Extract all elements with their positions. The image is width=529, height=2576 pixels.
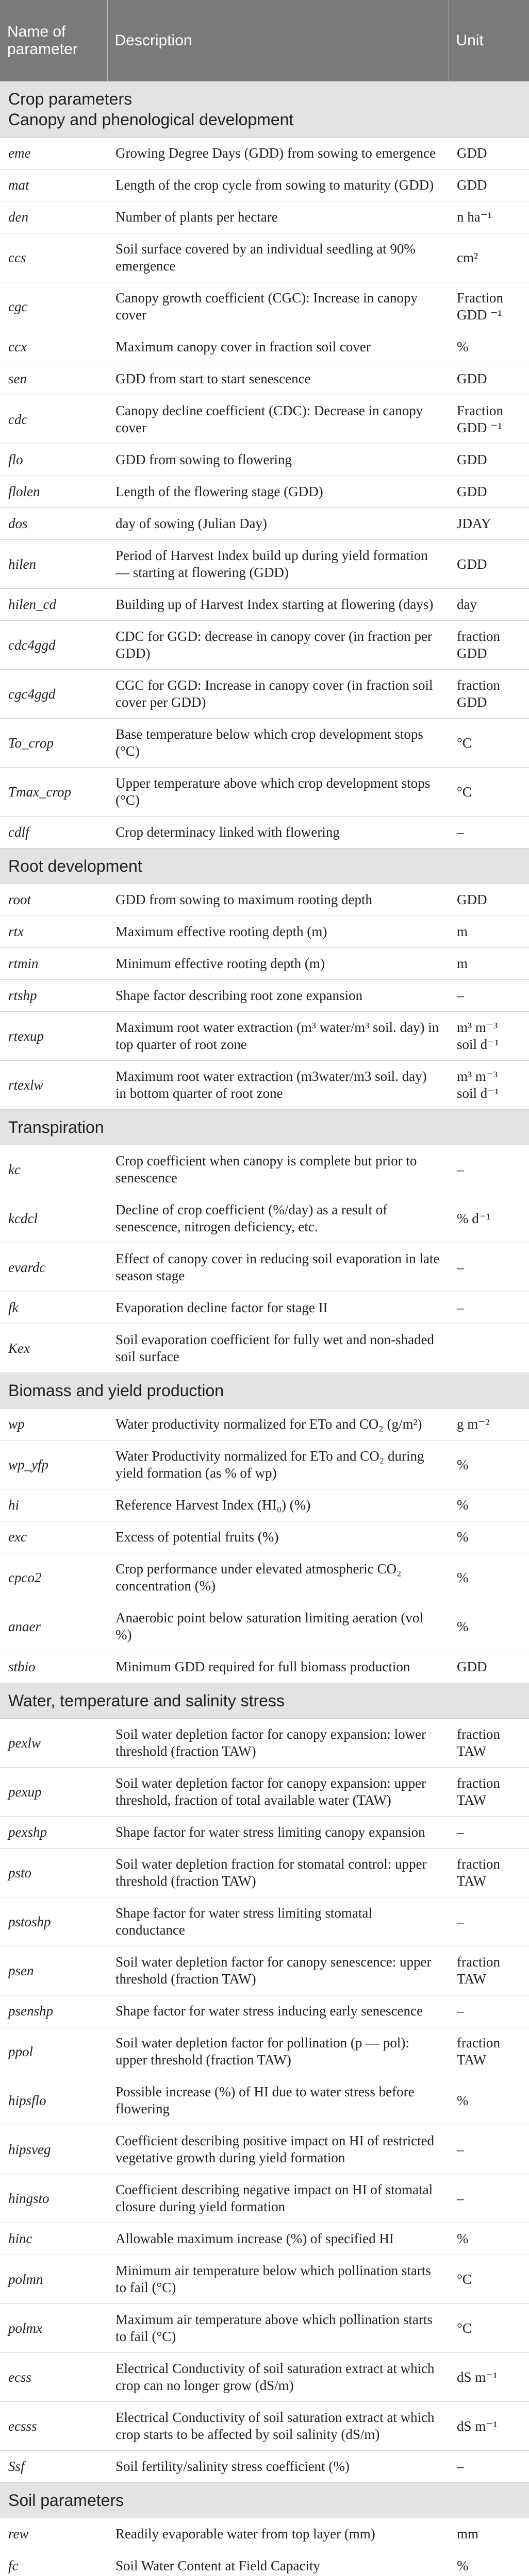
table-row [0, 670, 529, 719]
table-row [0, 1995, 529, 2027]
parameter-name-cell: evardc [0, 1243, 107, 1292]
parameter-unit-cell: m [449, 916, 529, 948]
parameter-name-cell: rew [0, 2518, 107, 2550]
parameter-description-cell: Minimum GDD required for full biomass production [107, 1651, 449, 1683]
parameter-unit-cell: GDD [449, 1651, 529, 1683]
table-header [0, 0, 529, 81]
table-row [0, 1719, 529, 1768]
parameter-unit-cell: % [449, 1521, 529, 1553]
table-row [0, 2353, 529, 2402]
parameter-description-cell: GDD from sowing to maximum rooting depth [107, 884, 449, 916]
parameter-description-cell: Electrical Conductivity of soil saturation extract at which crop starts to be affected by soil salinity (dS/m) [107, 2402, 449, 2451]
table-row [0, 2402, 529, 2451]
parameter-unit-cell: % [449, 331, 529, 363]
table-row [0, 1440, 529, 1489]
table-row [0, 476, 529, 508]
parameter-unit-cell: % [449, 1553, 529, 1602]
header-unit: Unit [449, 0, 529, 81]
table-row [0, 589, 529, 621]
parameter-description-cell: Maximum canopy cover in fraction soil cover [107, 331, 449, 363]
parameter-unit-cell: Fraction GDD ⁻¹ [449, 282, 529, 331]
parameter-description-cell: Anaerobic point below saturation limiting aeration (vol %) [107, 1602, 449, 1651]
table-row [0, 1145, 529, 1194]
parameter-description-cell: Soil Water Content at Field Capacity [107, 2550, 449, 2576]
parameter-unit-cell: fraction TAW [449, 2027, 529, 2076]
table-row [0, 1946, 529, 1995]
parameter-description-cell: Period of Harvest Index build up during yield formation — starting at flowering (GDD) [107, 540, 449, 589]
parameter-unit-cell: – [449, 817, 529, 849]
parameter-unit-cell: Fraction GDD ⁻¹ [449, 395, 529, 444]
parameter-description-cell: Water Productivity normalized for ETo and CO₂ during yield formation (as % of wp) [107, 1440, 449, 1489]
parameter-unit-cell: GDD [449, 444, 529, 476]
parameter-name-cell: cgc4ggd [0, 670, 107, 719]
section-header [0, 849, 529, 884]
parameter-name-cell: polmn [0, 2255, 107, 2304]
table-row [0, 1897, 529, 1946]
parameter-unit-cell: g m⁻² [449, 1409, 529, 1440]
table-row [0, 1409, 529, 1440]
table-row [0, 1194, 529, 1243]
parameter-name-cell: pexshp [0, 1817, 107, 1849]
parameter-unit-cell: % [449, 2550, 529, 2576]
parameter-description-cell: Soil water depletion factor for canopy expansion: upper threshold, fraction of total available water (TAW) [107, 1768, 449, 1817]
section-header [0, 1110, 529, 1145]
parameter-description-cell: Electrical Conductivity of soil saturation extract at which crop can no longer grow (dS/m) [107, 2353, 449, 2402]
parameter-description-cell: Maximum air temperature above which pollination starts to fail (°C) [107, 2304, 449, 2353]
parameter-name-cell: cpco2 [0, 1553, 107, 1602]
table-body [0, 81, 529, 2576]
table-row [0, 1602, 529, 1651]
parameter-name-cell: rtmin [0, 948, 107, 980]
parameter-name-cell: ccs [0, 233, 107, 282]
parameter-unit-cell: – [449, 1145, 529, 1194]
table-row [0, 1817, 529, 1849]
parameter-description-cell: Soil water depletion factor for pollination (p — pol): upper threshold (fraction TAW) [107, 2027, 449, 2076]
parameter-name-cell: wp_yfp [0, 1440, 107, 1489]
table-row [0, 1849, 529, 1897]
table-row [0, 2304, 529, 2353]
parameter-name-cell: rtx [0, 916, 107, 948]
section-title: Transpiration [8, 1118, 104, 1137]
table-row [0, 395, 529, 444]
table-row [0, 719, 529, 768]
table-row [0, 2125, 529, 2174]
parameter-description-cell: Maximum effective rooting depth (m) [107, 916, 449, 948]
table-row [0, 1521, 529, 1553]
table-row [0, 2550, 529, 2576]
parameter-name-cell: hi [0, 1489, 107, 1521]
table-row [0, 170, 529, 201]
parameter-name-cell: sen [0, 363, 107, 395]
table-row [0, 138, 529, 170]
parameter-unit-cell: m³ m⁻³ soil d⁻¹ [449, 1061, 529, 1110]
table-row [0, 540, 529, 589]
parameter-unit-cell: cm² [449, 233, 529, 282]
table-row [0, 2518, 529, 2550]
parameter-name-cell: hinc [0, 2223, 107, 2255]
parameter-name-cell: Kex [0, 1324, 107, 1373]
parameter-unit-cell: °C [449, 2304, 529, 2353]
parameter-unit-cell: dS m⁻¹ [449, 2353, 529, 2402]
parameter-name-cell: pexup [0, 1768, 107, 1817]
parameter-unit-cell: °C [449, 719, 529, 768]
parameter-unit-cell: – [449, 1995, 529, 2027]
parameter-unit-cell: – [449, 980, 529, 1012]
parameter-description-cell: Minimum air temperature below which pollination starts to fail (°C) [107, 2255, 449, 2304]
table-row [0, 980, 529, 1012]
parameter-unit-cell: fraction GDD [449, 621, 529, 670]
parameter-unit-cell: JDAY [449, 508, 529, 540]
parameter-name-cell: eme [0, 138, 107, 170]
section-header [0, 2483, 529, 2518]
parameter-unit-cell: m³ m⁻³ soil d⁻¹ [449, 1012, 529, 1061]
parameter-name-cell: exc [0, 1521, 107, 1553]
parameter-name-cell: cdc4ggd [0, 621, 107, 670]
parameter-name-cell: hipsflo [0, 2076, 107, 2125]
parameter-description-cell: CDC for GGD: decrease in canopy cover (in fraction per GDD) [107, 621, 449, 670]
parameter-name-cell: flo [0, 444, 107, 476]
parameter-description-cell: day of sowing (Julian Day) [107, 508, 449, 540]
parameter-description-cell: Possible increase (%) of HI due to water stress before flowering [107, 2076, 449, 2125]
parameter-unit-cell: % [449, 1602, 529, 1651]
parameter-description-cell: Excess of potential fruits (%) [107, 1521, 449, 1553]
parameter-description-cell: Crop coefficient when canopy is complete but prior to senescence [107, 1145, 449, 1194]
parameter-description-cell: Soil water depletion factor for canopy expansion: lower threshold (fraction TAW) [107, 1719, 449, 1768]
parameter-description-cell: Readily evaporable water from top layer (mm) [107, 2518, 449, 2550]
section-title: Soil parameters [8, 2491, 124, 2510]
parameter-name-cell: cgc [0, 282, 107, 331]
parameter-name-cell: fc [0, 2550, 107, 2576]
table-row [0, 363, 529, 395]
header-row [0, 0, 529, 81]
parameter-description-cell: Building up of Harvest Index starting at flowering (days) [107, 589, 449, 621]
parameter-description-cell: Upper temperature above which crop development stops (°C) [107, 768, 449, 817]
parameter-description-cell: Reference Harvest Index (HI₀) (%) [107, 1489, 449, 1521]
table-row [0, 884, 529, 916]
parameter-unit-cell: % [449, 2223, 529, 2255]
parameter-unit-cell: – [449, 2451, 529, 2483]
table-row [0, 233, 529, 282]
parameter-description-cell: Shape factor for water stress limiting canopy expansion [107, 1817, 449, 1849]
section-header [0, 1683, 529, 1719]
parameter-name-cell: psenshp [0, 1995, 107, 2027]
table-row [0, 1768, 529, 1817]
parameter-name-cell: Ssf [0, 2451, 107, 2483]
parameter-unit-cell: GDD [449, 476, 529, 508]
table-row [0, 508, 529, 540]
parameter-description-cell: Shape factor for water stress limiting stomatal conductance [107, 1897, 449, 1946]
parameter-name-cell: wp [0, 1409, 107, 1440]
parameter-unit-cell: % [449, 1489, 529, 1521]
parameter-description-cell: GDD from start to start senescence [107, 363, 449, 395]
parameter-name-cell: rtexup [0, 1012, 107, 1061]
parameter-description-cell: Length of the crop cycle from sowing to maturity (GDD) [107, 170, 449, 201]
parameter-name-cell: hingsto [0, 2174, 107, 2223]
parameter-unit-cell: GDD [449, 540, 529, 589]
table-row [0, 1292, 529, 1324]
table-row [0, 282, 529, 331]
parameter-description-cell: Soil surface covered by an individual seedling at 90% emergence [107, 233, 449, 282]
parameter-unit-cell: % [449, 2076, 529, 2125]
section-subtitle: Canopy and phenological development [8, 110, 294, 129]
parameter-name-cell: rtexlw [0, 1061, 107, 1110]
parameter-description-cell: Canopy growth coefficient (CGC): Increase in canopy cover [107, 282, 449, 331]
table-row [0, 1061, 529, 1110]
parameter-name-cell: rtshp [0, 980, 107, 1012]
table-row [0, 2451, 529, 2483]
table-row [0, 916, 529, 948]
parameter-description-cell: Crop performance under elevated atmospheric CO₂ concentration (%) [107, 1553, 449, 1602]
parameter-name-cell: hilen [0, 540, 107, 589]
section-title: Biomass and yield production [8, 1381, 224, 1400]
parameter-name-cell: flolen [0, 476, 107, 508]
parameter-unit-cell: dS m⁻¹ [449, 2402, 529, 2451]
parameter-description-cell: Growing Degree Days (GDD) from sowing to emergence [107, 138, 449, 170]
parameter-unit-cell: fraction TAW [449, 1946, 529, 1995]
table-row [0, 2174, 529, 2223]
parameter-name-cell: kcdcl [0, 1194, 107, 1243]
parameter-name-cell: pexlw [0, 1719, 107, 1768]
parameter-name-cell: polmx [0, 2304, 107, 2353]
parameter-unit-cell: % [449, 1440, 529, 1489]
table-row [0, 817, 529, 849]
parameter-unit-cell: n ha⁻¹ [449, 201, 529, 233]
parameter-description-cell: Decline of crop coefficient (%/day) as a result of senescence, nitrogen deficiency, etc. [107, 1194, 449, 1243]
parameter-name-cell: ecss [0, 2353, 107, 2402]
section-title: Water, temperature and salinity stress [8, 1691, 285, 1710]
parameter-unit-cell: fraction TAW [449, 1719, 529, 1768]
parameter-name-cell: kc [0, 1145, 107, 1194]
parameter-description-cell: Water productivity normalized for ETo and CO₂ (g/m²) [107, 1409, 449, 1440]
table-row [0, 1553, 529, 1602]
parameter-unit-cell: GDD [449, 138, 529, 170]
parameter-description-cell: Length of the flowering stage (GDD) [107, 476, 449, 508]
parameter-description-cell: Soil fertility/salinity stress coefficient (%) [107, 2451, 449, 2483]
section-header [0, 81, 529, 138]
parameter-unit-cell: – [449, 1243, 529, 1292]
parameter-name-cell: hipsveg [0, 2125, 107, 2174]
parameter-unit-cell [449, 1324, 529, 1373]
parameter-unit-cell: °C [449, 768, 529, 817]
parameter-unit-cell: day [449, 589, 529, 621]
parameter-unit-cell: – [449, 1897, 529, 1946]
parameter-description-cell: CGC for GGD: Increase in canopy cover (in fraction soil cover per GDD) [107, 670, 449, 719]
parameter-description-cell: Crop determinacy linked with flowering [107, 817, 449, 849]
table-row [0, 621, 529, 670]
parameter-name-cell: pstoshp [0, 1897, 107, 1946]
parameter-description-cell: Base temperature below which crop development stops (°C) [107, 719, 449, 768]
parameter-unit-cell: – [449, 1292, 529, 1324]
table-row [0, 1243, 529, 1292]
section-title: Crop parameters [8, 90, 133, 108]
parameter-description-cell: Soil water depletion factor for canopy senescence: upper threshold (fraction TAW) [107, 1946, 449, 1995]
parameter-unit-cell: fraction TAW [449, 1849, 529, 1897]
parameter-name-cell: hilen_cd [0, 589, 107, 621]
section-header [0, 1373, 529, 1409]
section-header-row [0, 81, 529, 138]
parameter-description-cell: Allowable maximum increase (%) of specified HI [107, 2223, 449, 2255]
parameter-unit-cell: % d⁻¹ [449, 1194, 529, 1243]
parameter-description-cell: Soil evaporation coefficient for fully wet and non-shaded soil surface [107, 1324, 449, 1373]
parameter-unit-cell: fraction TAW [449, 1768, 529, 1817]
parameter-unit-cell: GDD [449, 884, 529, 916]
section-header-row [0, 2483, 529, 2518]
section-header-row [0, 1373, 529, 1409]
header-name-of-parameter: Name of parameter [0, 0, 107, 81]
parameter-name-cell: cdlf [0, 817, 107, 849]
parameter-description-cell: Soil water depletion fraction for stomatal control: upper threshold (fraction TAW) [107, 1849, 449, 1897]
parameter-unit-cell: mm [449, 2518, 529, 2550]
table-row [0, 2076, 529, 2125]
parameter-description-cell: Canopy decline coefficient (CDC): Decrease in canopy cover [107, 395, 449, 444]
parameter-description-cell: Shape factor for water stress inducing early senescence [107, 1995, 449, 2027]
parameter-unit-cell: fraction GDD [449, 670, 529, 719]
parameter-description-cell: Coefficient describing negative impact on HI of stomatal closure during yield formation [107, 2174, 449, 2223]
parameter-name-cell: dos [0, 508, 107, 540]
header-description: Description [107, 0, 449, 81]
parameter-unit-cell: – [449, 2174, 529, 2223]
parameter-description-cell: GDD from sowing to flowering [107, 444, 449, 476]
parameter-description-cell: Effect of canopy cover in reducing soil evaporation in late season stage [107, 1243, 449, 1292]
parameter-description-cell: Shape factor describing root zone expansion [107, 980, 449, 1012]
table-row [0, 1651, 529, 1683]
table-row [0, 444, 529, 476]
parameter-name-cell: mat [0, 170, 107, 201]
parameter-description-cell: Number of plants per hectare [107, 201, 449, 233]
section-header-row [0, 1683, 529, 1719]
parameter-name-cell: psto [0, 1849, 107, 1897]
parameter-unit-cell: – [449, 2125, 529, 2174]
parameter-description-cell: Maximum root water extraction (m³ water/m³ soil. day) in top quarter of root zone [107, 1012, 449, 1061]
parameter-description-cell: Minimum effective rooting depth (m) [107, 948, 449, 980]
table-row [0, 1489, 529, 1521]
parameter-name-cell: root [0, 884, 107, 916]
parameter-unit-cell: GDD [449, 363, 529, 395]
table-row [0, 201, 529, 233]
parameter-unit-cell: – [449, 1817, 529, 1849]
section-title: Root development [8, 857, 142, 875]
table-row [0, 948, 529, 980]
parameter-name-cell: stbio [0, 1651, 107, 1683]
table-row [0, 2223, 529, 2255]
table-row [0, 1012, 529, 1061]
parameter-name-cell: ppol [0, 2027, 107, 2076]
parameter-unit-cell: °C [449, 2255, 529, 2304]
table-row [0, 2255, 529, 2304]
parameter-name-cell: psen [0, 1946, 107, 1995]
parameter-description-cell: Evaporation decline factor for stage II [107, 1292, 449, 1324]
parameter-name-cell: den [0, 201, 107, 233]
table-row [0, 331, 529, 363]
parameter-name-cell: anaer [0, 1602, 107, 1651]
table-row [0, 768, 529, 817]
parameter-name-cell: To_crop [0, 719, 107, 768]
parameter-name-cell: ccx [0, 331, 107, 363]
section-header-row [0, 1110, 529, 1145]
parameter-unit-cell: m [449, 948, 529, 980]
table-row [0, 1324, 529, 1373]
section-header-row [0, 849, 529, 884]
parameter-description-cell: Maximum root water extraction (m3water/m3 soil. day) in bottom quarter of root zone [107, 1061, 449, 1110]
parameter-name-cell: ecsss [0, 2402, 107, 2451]
parameter-name-cell: fk [0, 1292, 107, 1324]
parameter-unit-cell: GDD [449, 170, 529, 201]
parameter-name-cell: cdc [0, 395, 107, 444]
parameter-description-cell: Coefficient describing positive impact on HI of restricted vegetative growth during yield formation [107, 2125, 449, 2174]
table-row [0, 2027, 529, 2076]
parameter-name-cell: Tmax_crop [0, 768, 107, 817]
